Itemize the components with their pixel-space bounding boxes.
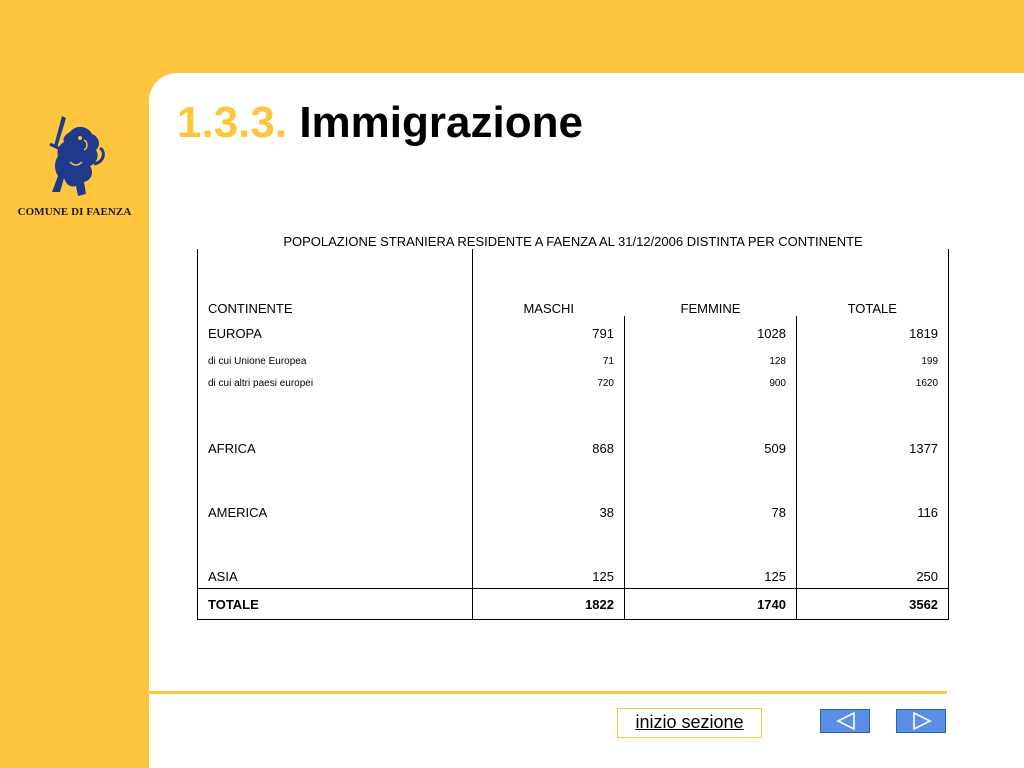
col-header-continente: CONTINENTE xyxy=(198,249,473,316)
row-label: AFRICA xyxy=(198,394,473,458)
cell-maschi: 125 xyxy=(473,522,625,589)
cell-femmine: 1028 xyxy=(625,316,797,350)
row-label: AMERICA xyxy=(198,458,473,522)
total-maschi: 1822 xyxy=(473,589,625,620)
cell-femmine: 78 xyxy=(625,458,797,522)
row-label: di cui altri paesi europei xyxy=(198,372,473,394)
cell-maschi: 720 xyxy=(473,372,625,394)
triangle-right-icon xyxy=(910,712,934,730)
total-femmine: 1740 xyxy=(625,589,797,620)
section-number: 1.3.3. xyxy=(177,98,288,147)
cell-totale: 250 xyxy=(797,522,949,589)
table-header-row xyxy=(198,249,949,316)
col-header-femmine: FEMMINE xyxy=(680,301,741,316)
logo-caption: COMUNE DI FAENZA xyxy=(17,206,132,218)
cell-totale: 116 xyxy=(797,458,949,522)
cell-maschi: 791 xyxy=(473,316,625,350)
table-total-row xyxy=(198,589,949,620)
table-caption: POPOLAZIONE STRANIERA RESIDENTE A FAENZA AL 31/12/2006 DISTINTA PER CONTINENTE xyxy=(283,234,863,249)
cell-maschi: 38 xyxy=(473,458,625,522)
cell-totale: 1377 xyxy=(797,394,949,458)
col-header-maschi: MASCHI xyxy=(523,301,575,316)
cell-femmine: 125 xyxy=(625,522,797,589)
section-title: Immigrazione xyxy=(299,98,583,147)
cell-femmine: 128 xyxy=(625,350,797,372)
logo xyxy=(0,108,149,223)
prev-slide-button[interactable] xyxy=(820,709,870,733)
table-row xyxy=(198,458,949,522)
table-row xyxy=(198,522,949,589)
total-totale: 3562 xyxy=(797,589,949,620)
col-header-totale: TOTALE xyxy=(797,249,949,316)
cell-femmine: 900 xyxy=(625,372,797,394)
cell-totale: 1819 xyxy=(797,316,949,350)
table-row xyxy=(198,350,949,372)
table-row xyxy=(198,394,949,458)
total-label: TOTALE xyxy=(198,589,473,620)
row-label: ASIA xyxy=(198,522,473,589)
cell-totale: 199 xyxy=(797,350,949,372)
cell-maschi: 868 xyxy=(473,394,625,458)
cell-maschi: 71 xyxy=(473,350,625,372)
lion-crest-icon xyxy=(40,114,110,204)
cell-femmine: 509 xyxy=(625,394,797,458)
cell-totale: 1620 xyxy=(797,372,949,394)
row-label: EUROPA xyxy=(198,316,473,350)
population-table xyxy=(197,198,949,620)
page-title xyxy=(177,96,583,150)
footer-divider xyxy=(149,691,947,694)
table-row xyxy=(198,372,949,394)
row-label: di cui Unione Europea xyxy=(198,350,473,372)
section-start-link[interactable]: inizio sezione xyxy=(617,708,762,738)
table-row xyxy=(198,316,949,350)
triangle-left-icon xyxy=(834,712,858,730)
next-slide-button[interactable] xyxy=(896,709,946,733)
